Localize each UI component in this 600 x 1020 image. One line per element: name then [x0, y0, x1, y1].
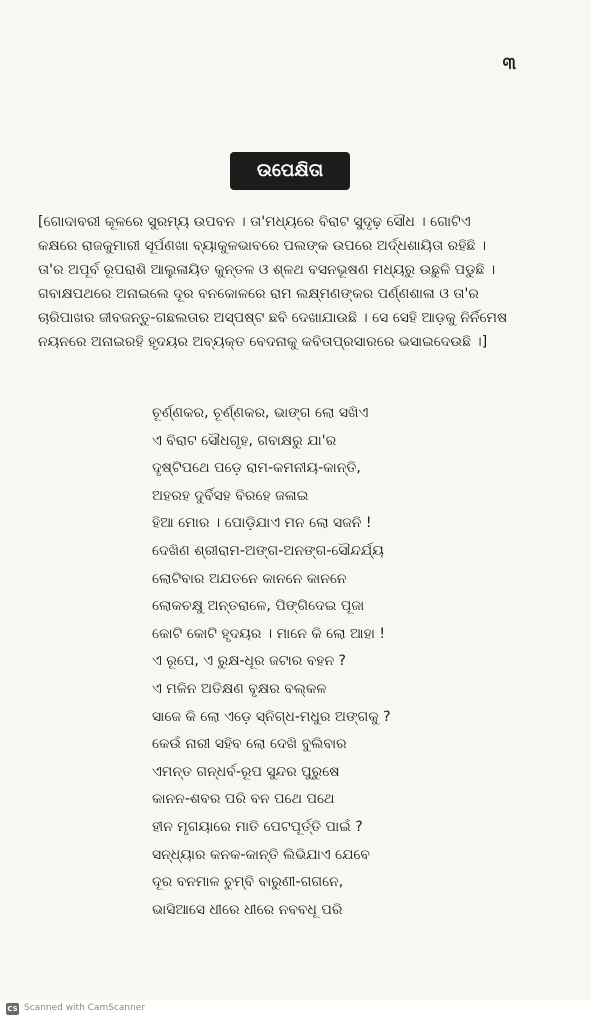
poem-line: ଏମନ୍ତ ଗନ୍ଧର୍ବ-ରୂପ ସୁନ୍ଦର ପୁରୁଷେ	[152, 763, 340, 780]
page-number: ୩	[502, 54, 516, 74]
prose-line: ନୟନରେ ଅନାଇରହି ହୃଦୟର ଅବ୍ୟକ୍ତ ବେଦନାକୁ କବିତାପ୍ରସାରରେ ଭସାଇଦେଉଛି ।]	[38, 334, 488, 350]
prose-line: କକ୍ଷରେ ରାଜକୁମାରୀ ସୂର୍ପଣଖା ବ୍ୟାକୁଳଭାବରେ ପଲଙ୍କ ଉପରେ ଅର୍ଦ୍ଧଶାୟିତା ରହିଛି ।	[38, 238, 487, 254]
poem-line: କେଉଁ ନାରୀ ସହିବ ଲୋ ଦେଖି ବୁଲିବାର	[152, 736, 347, 753]
poem-line: କାନନ-ଶବର ପରି ବନ ପଥେ ପଥେ	[152, 791, 335, 808]
camscanner-logo-icon: CS	[7, 1005, 18, 1013]
poem-line: ଏ ମଳିନ ଅତିକ୍ଷଣ ବୃକ୍ଷର ବଲ୍କଳ	[152, 680, 327, 697]
poem-line: ଚୂର୍ଣ୍ଣକର, ଚୂର୍ଣ୍ଣକର, ଭାଙ୍ଗ ଲୋ ସଖିଏ	[152, 405, 369, 421]
poem-line: ହିଆ ମୋର । ପୋଡ଼ିଯାଏ ମନ ଲୋ ସଜନି !	[152, 515, 372, 532]
scanner-watermark: Scanned with CamScanner	[24, 1003, 146, 1013]
poem-line: ସନ୍ଧ୍ୟାର କନକ-କାନ୍ତି ଲିଭିଯାଏ ଯେବେ	[152, 846, 370, 863]
poem-line: ଲୋଟିବାର ଅଯତନେ କାନନେ କାନନେ	[152, 570, 347, 587]
poem-line: କୋଟି କୋଟି ହୃଦୟର । ମାନେ କି ଲୋ ଆହା !	[152, 625, 385, 642]
poem-line: ଅହରହ ଦୁର୍ବିସହ ବିରହେ ଜଳାଇ	[152, 487, 309, 504]
poem-line: ଲୋକଚକ୍ଷୁ ଅନ୍ତରାଳେ, ପିଙ୍ଗିଦେଇ ପୂଜା	[152, 598, 365, 615]
poem-body	[152, 400, 432, 924]
prose-line: ତା'ର ଅପୂର୍ବ ରୂପରାଶି ଆଲୁଳାୟିତ କୁନ୍ତଳ ଓ ଶ୍ଳଥ ବସନଭୂଷଣ ମଧ୍ୟରୁ ଉଛୁଳି ପଡୁଛି ।	[38, 262, 496, 278]
poem-line: ଦେଖିଣ ଶ୍ରୀରାମ-ଅଙ୍ଗ-ଅନଙ୍ଗ-ସୌନ୍ଦର୍ଯ୍ୟ	[152, 542, 384, 559]
prose-line: ଚାରିପାଖର ଜୀବଜନ୍ତୁ-ଗଛଲତାର ଅସ୍ପଷ୍ଟ ଛବି ଦେଖାଯାଉଛି । ସେ ସେହି ଆଡ଼କୁ ନିର୍ନିମେଷ	[38, 310, 508, 326]
poem-line: ସାଜେ କି ଲୋ ଏଡ଼େ ସ୍ନିଗ୍ଧ-ମଧୁର ଅଙ୍ଗକୁ ?	[152, 708, 391, 725]
poem-line: ଏ ବିରାଟ ସୌଧଗୃହ, ଗବାକ୍ଷରୁ ଯା'ର	[152, 432, 337, 449]
poem-line: ହୀନ ମୃଗୟାରେ ମାତି ପେଟପୂର୍ତ୍ତି ପାଇଁ ?	[152, 818, 363, 835]
poem-line: ଦୂର ବନମାଳ ଚୁମ୍ବି ବାରୁଣୀ-ଗଗନେ,	[152, 874, 344, 891]
poem-line: ଭାସିଆସେ ଧୀରେ ଧୀରେ ନବବଧୂ ପରି	[152, 901, 343, 918]
poem-line: ଏ ରୂପେ, ଏ ରୁକ୍ଷ-ଧୂର ଜଟାର ବହନ ?	[152, 653, 346, 670]
poem-title: ଉପେକ୍ଷିତା	[230, 152, 350, 190]
poem-line: ଦୃଷ୍ଟିପଥେ ପଡ଼େ ରାମ-କମନୀୟ-କାନ୍ତି,	[152, 460, 361, 477]
prose-intro	[38, 210, 548, 354]
prose-line: ଗବାକ୍ଷପଥରେ ଅନାଇଲେ ଦୂର ବନକୋଳରେ ରାମ ଲକ୍ଷ୍ମଣଙ୍କର ପର୍ଣ୍ଣଶାଳା ଓ ତା'ର	[38, 286, 479, 302]
prose-line: [ଗୋଦାବରୀ କୂଳରେ ସୁରମ୍ୟ ଉପବନ । ତା'ମଧ୍ୟରେ ବିରାଟ ସୁଦୃଢ଼ ସୌଧ । ଗୋଟିଏ	[38, 214, 471, 230]
